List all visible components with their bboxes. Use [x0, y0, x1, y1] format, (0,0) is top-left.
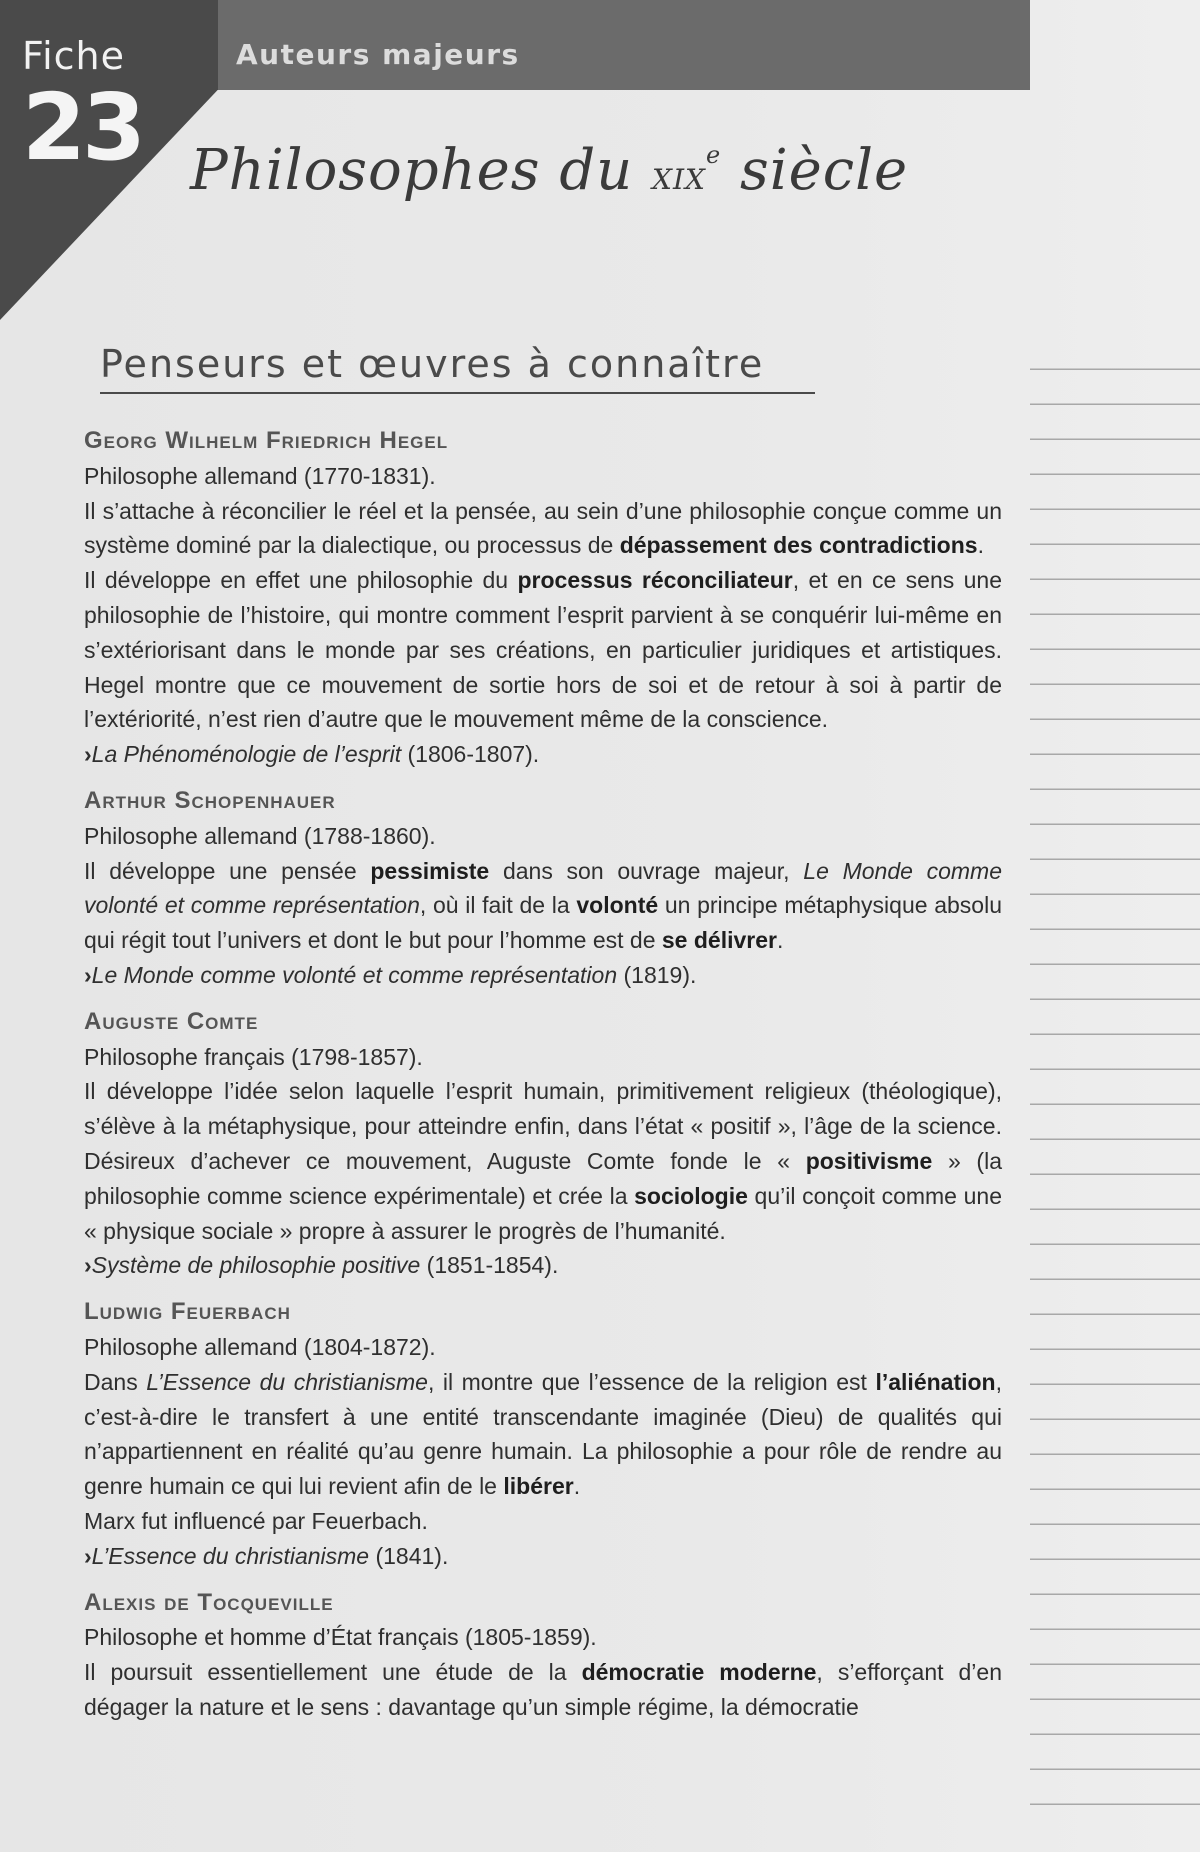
text-span: , où il fait de la	[419, 892, 577, 919]
text-span: Dans	[84, 1368, 147, 1395]
author-dates: Philosophe allemand (1770-1831).	[84, 462, 436, 489]
text-span: Il s’attache à réconcilier le réel et la pensée, au sein d’une philosophie conçue comme un système dominé par la dialectique, ou processus de	[84, 497, 1002, 559]
author-paragraph	[84, 1655, 1002, 1725]
section-underline	[100, 392, 815, 394]
text-span: , s’efforçant d’en dégager la nature et le sens : davantage qu’un simple régime, la démocratie	[84, 1659, 1002, 1720]
text-span: .	[776, 927, 784, 954]
author-name: Alexis de Tocqueville	[84, 1588, 334, 1616]
author-dates: Philosophe allemand (1788-1860).	[84, 822, 436, 849]
title-suffix: siècle	[721, 138, 909, 203]
work-date: (1841).	[369, 1542, 449, 1569]
author-dates: Philosophe et homme d’État français (1805-1859).	[84, 1624, 597, 1651]
work-reference	[84, 958, 1002, 993]
author-paragraph	[84, 494, 1002, 564]
bold-term: volonté	[576, 892, 659, 919]
section-title: Penseurs et œuvres à connaître	[100, 342, 765, 386]
author-paragraph	[84, 854, 1002, 958]
text-span: .	[977, 532, 984, 559]
bold-term: sociologie	[634, 1182, 748, 1209]
fiche-number: 23	[22, 74, 143, 181]
text-span: Il développe en effet une philosophie du	[84, 567, 518, 594]
author-paragraph	[84, 1365, 1002, 1504]
main-content	[84, 424, 1002, 1737]
text-span: , il montre que l’essence de la religion est	[427, 1368, 876, 1395]
italic-title: L’Essence du christianisme	[146, 1368, 428, 1395]
work-title: Le Monde comme volonté et comme représentation	[91, 961, 618, 988]
author-name: Auguste Comte	[84, 1007, 259, 1035]
page-title	[190, 138, 908, 203]
chapter-title: Auteurs majeurs	[236, 38, 520, 71]
bold-term: positivisme	[805, 1147, 933, 1174]
author-paragraph: Marx fut influencé par Feuerbach.	[84, 1507, 428, 1534]
author-dates: Philosophe français (1798-1857).	[84, 1043, 423, 1070]
work-title: Système de philosophie positive	[91, 1252, 421, 1279]
author-name: Arthur Schopenhauer	[84, 786, 336, 814]
bold-term: pessimiste	[370, 857, 490, 884]
title-century-sup: e	[705, 141, 722, 169]
bold-term: processus réconciliateur	[517, 567, 793, 594]
work-date: (1806-1807).	[401, 741, 540, 768]
author-paragraph	[84, 563, 1002, 737]
title-century: xix	[652, 153, 706, 199]
text-span: dans son ouvrage majeur,	[489, 857, 804, 884]
text-span: Il poursuit essentiellement une étude de la	[84, 1659, 582, 1686]
text-span: Il développe une pensée	[84, 857, 371, 884]
text-span: » (la philosophie comme science expérimentale) et crée la	[84, 1147, 1002, 1209]
fiche-label: Fiche	[22, 34, 126, 78]
author-block-feuerbach	[84, 1295, 1002, 1573]
text-span: Il développe l’idée selon laquelle l’esprit humain, primitivement religieux (théologique), s’élève à la métaphysique, pour atteindre enfin, dans l’état « positif », l’âge de la science. Désireux d’achever ce mouvement, Auguste Comte fonde le «	[84, 1078, 1002, 1174]
bold-term: se délivrer	[661, 927, 777, 954]
bold-term: libérer	[503, 1473, 574, 1500]
work-title: La Phénoménologie de l’esprit	[91, 741, 402, 768]
italic-title: Le Monde comme volonté et comme représentation	[84, 857, 1003, 919]
text-span: .	[573, 1473, 581, 1500]
author-block-tocqueville	[84, 1586, 1002, 1725]
author-block-hegel	[84, 424, 1002, 772]
author-name: Georg Wilhelm Friedrich Hegel	[84, 427, 449, 454]
title-prefix: Philosophes du	[190, 138, 653, 203]
work-reference	[84, 1248, 1002, 1283]
text-span: qu’il conçoit comme une « physique sociale » propre à assurer le progrès de l’humanité.	[84, 1182, 1002, 1244]
author-block-comte	[84, 1005, 1002, 1283]
bold-term: démocratie moderne	[581, 1659, 817, 1686]
author-name: Ludwig Feuerbach	[84, 1298, 291, 1326]
text-span: , c’est-à-dire le transfert à une entité transcendante imaginée (Dieu) de qualités qui n’appartiennent en réalité qu’au genre humain. La philosophie a pour rôle de rendre au genre humain ce qui lui revient afin de le	[84, 1368, 1002, 1500]
bold-term: dépassement des contradictions	[619, 532, 978, 559]
author-dates: Philosophe allemand (1804-1872).	[84, 1333, 436, 1360]
text-span: , et en ce sens une philosophie de l’histoire, qui montre comment l’esprit parvient à se conquérir lui-même en s’extériorisant dans le monde par ses créations, en particulier juridiques et artistiques. Hegel montre que ce mouvement de sortie hors de soi et de retour à soi à partir de l’extériorité, n’est rien d’autre que le mouvement même de la conscience.	[84, 567, 1002, 733]
author-block-schopenhauer	[84, 784, 1002, 993]
bold-term: l’aliénation	[875, 1368, 996, 1395]
work-reference	[84, 737, 1002, 772]
work-date: (1851-1854).	[420, 1252, 559, 1279]
text-span: un principe métaphysique absolu qui régit tout l’univers et dont le but pour l’homme est de	[84, 892, 1002, 954]
note-lines	[1030, 335, 1200, 1825]
work-date: (1819).	[617, 961, 697, 988]
work-reference	[84, 1539, 1002, 1574]
work-title: L’Essence du christianisme	[91, 1542, 370, 1569]
author-paragraph	[84, 1074, 1002, 1248]
